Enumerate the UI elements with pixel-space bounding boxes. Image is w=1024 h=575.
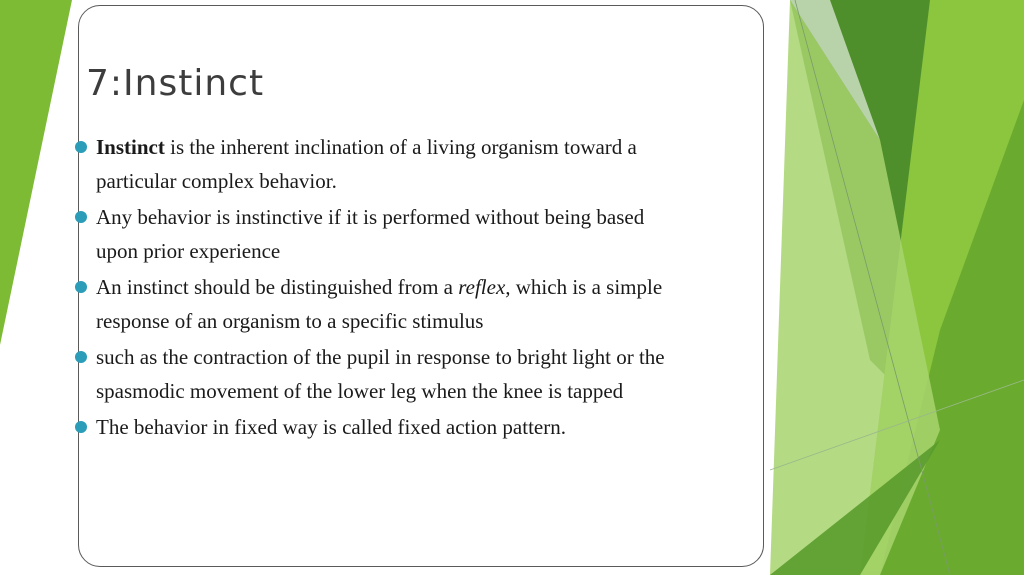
bullet-item xyxy=(96,270,676,338)
slide-title: 7:Instinct xyxy=(86,63,265,104)
bullet-dot-icon xyxy=(75,351,87,363)
bullet-item xyxy=(96,200,676,268)
bullet-item xyxy=(96,340,676,408)
bullet-list xyxy=(96,130,676,446)
bullet-term: Instinct xyxy=(96,135,165,159)
bullet-dot-icon xyxy=(75,141,87,153)
left-green-triangle xyxy=(0,0,72,345)
bullet-text: The behavior in fixed way is called fixed action pattern. xyxy=(96,415,566,439)
bullet-item xyxy=(96,410,676,444)
bullet-dot-icon xyxy=(75,421,87,433)
bullet-text: such as the contraction of the pupil in response to bright light or the spasmodic movement of the lower leg when the knee is tapped xyxy=(96,345,665,403)
bullet-text-before: An instinct should be distinguished from a xyxy=(96,275,459,299)
bullet-text: is the inherent inclination of a living organism toward a particular complex behavior. xyxy=(96,135,637,193)
bullet-dot-icon xyxy=(75,211,87,223)
bullet-text-after: which is a simple response of an organism to a specific stimulus xyxy=(96,275,663,333)
bullet-text: Any behavior is instinctive if it is performed without being based upon prior experience xyxy=(96,205,645,263)
bullet-emphasis: reflex, xyxy=(458,275,511,299)
bullet-dot-icon xyxy=(75,281,87,293)
bullet-item xyxy=(96,130,676,198)
